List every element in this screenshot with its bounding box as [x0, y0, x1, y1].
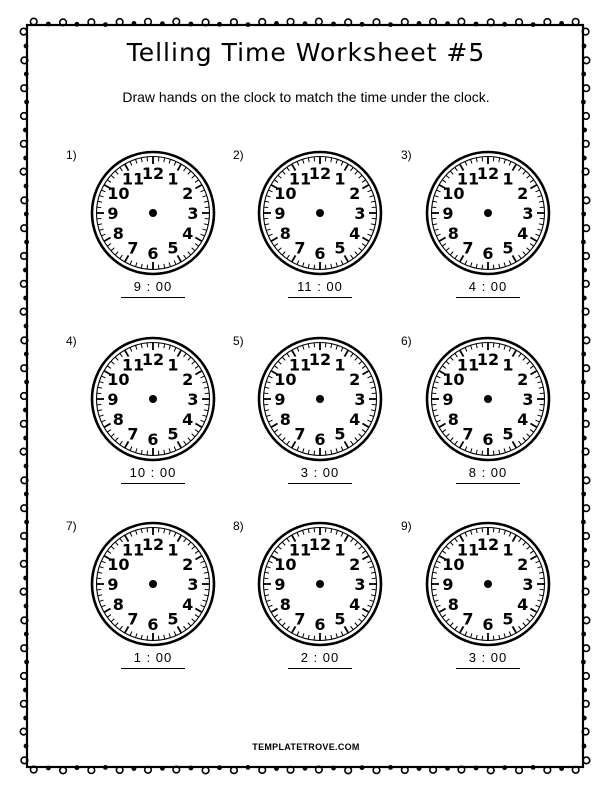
border-dot: [46, 766, 51, 771]
border-dot: [103, 765, 108, 770]
border-dot: [24, 72, 29, 77]
clock-number: 1: [334, 355, 346, 375]
clock-number: 8: [112, 410, 124, 429]
problem-8: [233, 519, 403, 699]
clock-number: 3: [522, 204, 534, 223]
clock-number: 1: [502, 355, 514, 375]
clock-number: 2: [517, 184, 529, 203]
clock-number: 3: [187, 390, 199, 409]
border-dot: [559, 766, 564, 771]
clock-face[interactable]: [425, 521, 551, 647]
border-dot: [388, 22, 393, 27]
time-label: 11 : 00: [297, 279, 343, 294]
clock-number: 8: [112, 224, 124, 243]
answer-line: [456, 668, 520, 669]
problem-number: 6): [401, 334, 412, 348]
clock-face[interactable]: [257, 521, 383, 647]
border-dot: [132, 766, 137, 771]
border-dot: [46, 22, 51, 27]
border-dot: [581, 660, 586, 665]
clock-face[interactable]: [90, 521, 216, 647]
clock-number: 7: [462, 238, 474, 258]
border-dot: [502, 22, 507, 27]
border-dot: [23, 128, 28, 133]
clock-number: 3: [522, 575, 534, 594]
clock-number: 11: [288, 355, 312, 375]
clock-number: 8: [447, 410, 459, 429]
footer-brand: TEMPLATETROVE.COM: [252, 742, 360, 752]
border-dot: [582, 408, 587, 413]
time-label: 3 : 00: [300, 465, 340, 480]
border-dot: [502, 765, 507, 770]
border-dot: [24, 240, 29, 245]
border-dot: [23, 548, 28, 553]
clock-number: 10: [442, 184, 465, 203]
border-dot: [474, 22, 479, 27]
clock-number: 3: [354, 204, 366, 223]
border-dot: [582, 688, 587, 693]
clock-face[interactable]: [425, 150, 551, 276]
border-dot: [274, 21, 279, 26]
clock-center-dot: [484, 580, 492, 588]
clock-number: 12: [308, 350, 332, 369]
clock-number: 5: [334, 238, 346, 258]
time-label: 2 : 00: [300, 650, 340, 665]
clock-number: 5: [502, 424, 514, 444]
border-dot: [74, 765, 79, 770]
clock-center-dot: [484, 209, 492, 217]
border-dot: [559, 21, 564, 26]
clock-number: 1: [502, 169, 514, 189]
border-dot: [23, 688, 28, 693]
problem-6: [401, 334, 571, 514]
clock-number: 10: [107, 184, 130, 203]
border-dot: [582, 464, 587, 469]
clock-number: 12: [141, 350, 165, 369]
answer-line: [288, 483, 352, 484]
problem-number: 3): [401, 148, 412, 162]
clock-number: 8: [447, 595, 459, 614]
border-dot: [388, 765, 393, 770]
time-label: 4 : 00: [468, 279, 508, 294]
border-dot: [581, 492, 586, 497]
clock-number: 4: [182, 595, 194, 614]
clock-number: 3: [354, 390, 366, 409]
clock-number: 12: [308, 535, 332, 554]
clock-number: 11: [121, 355, 145, 375]
clock-number: 5: [334, 424, 346, 444]
clock-center-dot: [149, 580, 157, 588]
clock-number: 9: [442, 575, 454, 594]
clock-number: 9: [442, 204, 454, 223]
border-dot: [23, 268, 28, 273]
answer-line: [288, 668, 352, 669]
clock-number: 6: [314, 244, 326, 263]
clock-number: 10: [442, 555, 465, 574]
clock-number: 12: [476, 164, 500, 183]
border-dot: [582, 268, 587, 273]
clock-number: 2: [517, 555, 529, 574]
clock-number: 2: [182, 370, 194, 389]
clock-face[interactable]: [90, 150, 216, 276]
clock-number: 5: [502, 238, 514, 258]
border-dot: [274, 766, 279, 771]
clock-number: 11: [456, 169, 480, 189]
clock-number: 8: [279, 410, 291, 429]
clock-number: 2: [517, 370, 529, 389]
border-dot: [24, 380, 29, 385]
answer-line: [456, 483, 520, 484]
clock-number: 6: [147, 430, 159, 449]
border-dot: [581, 72, 586, 77]
clock-number: 7: [462, 609, 474, 629]
clock-center-dot: [484, 395, 492, 403]
clock-number: 9: [107, 204, 119, 223]
border-dot: [417, 766, 422, 771]
clock-number: 12: [476, 535, 500, 554]
border-dot: [582, 324, 587, 329]
border-dot: [360, 22, 365, 27]
border-dot: [582, 184, 587, 189]
clock-number: 7: [294, 238, 306, 258]
clock-number: 8: [279, 595, 291, 614]
clock-number: 4: [349, 595, 361, 614]
clock-number: 10: [274, 184, 297, 203]
border-dot: [217, 22, 222, 27]
answer-line: [288, 297, 352, 298]
clock-number: 4: [517, 595, 529, 614]
clock-face[interactable]: [257, 150, 383, 276]
clock-number: 1: [167, 169, 179, 189]
clock-number: 12: [141, 164, 165, 183]
clock-number: 11: [288, 540, 312, 560]
clock-number: 5: [502, 609, 514, 629]
clock-number: 6: [147, 615, 159, 634]
clock-number: 8: [112, 595, 124, 614]
border-dot: [581, 380, 586, 385]
border-dot: [189, 22, 194, 27]
clock-number: 5: [167, 609, 179, 629]
border-dot: [531, 765, 536, 770]
clock-number: 4: [182, 410, 194, 429]
border-dot: [582, 716, 587, 721]
clock-number: 1: [167, 355, 179, 375]
clock-number: 11: [456, 540, 480, 560]
clock-number: 10: [274, 555, 297, 574]
clock-number: 3: [187, 575, 199, 594]
clock-number: 11: [456, 355, 480, 375]
border-dot: [445, 766, 450, 771]
clock-number: 5: [167, 424, 179, 444]
clock-face[interactable]: [257, 336, 383, 462]
clock-number: 1: [167, 540, 179, 560]
clock-number: 1: [334, 169, 346, 189]
problem-4: [66, 334, 236, 514]
border-dot: [23, 716, 28, 721]
border-dot: [24, 184, 29, 189]
clock-number: 12: [476, 350, 500, 369]
clock-number: 9: [274, 575, 286, 594]
clock-center-dot: [149, 395, 157, 403]
clock-number: 2: [349, 184, 361, 203]
clock-number: 12: [308, 164, 332, 183]
answer-line: [121, 668, 185, 669]
border-dot: [24, 492, 29, 497]
page-title: Telling Time Worksheet #5: [126, 38, 486, 67]
clock-number: 6: [482, 430, 494, 449]
clock-number: 6: [314, 430, 326, 449]
border-dot: [23, 408, 28, 413]
border-dot: [582, 576, 587, 581]
clock-number: 6: [482, 244, 494, 263]
clock-number: 3: [187, 204, 199, 223]
clock-number: 6: [482, 615, 494, 634]
border-dot: [23, 156, 28, 161]
border-dot: [474, 766, 479, 771]
clock-face[interactable]: [90, 336, 216, 462]
problem-number: 2): [233, 148, 244, 162]
problem-1: [66, 148, 236, 328]
clock-face[interactable]: [425, 336, 551, 462]
border-dot: [24, 632, 29, 637]
clock-number: 8: [279, 224, 291, 243]
problem-number: 7): [66, 519, 77, 533]
clock-number: 11: [121, 169, 145, 189]
border-dot: [103, 22, 108, 27]
answer-line: [121, 297, 185, 298]
clock-number: 1: [334, 540, 346, 560]
clock-number: 9: [442, 390, 454, 409]
border-dot: [582, 156, 587, 161]
border-dot: [23, 296, 28, 301]
border-dot: [246, 765, 251, 770]
clock-number: 2: [182, 184, 194, 203]
instruction-text: Draw hands on the clock to match the time under the clock.: [122, 89, 490, 105]
clock-number: 7: [127, 609, 139, 629]
clock-center-dot: [149, 209, 157, 217]
border-dot: [189, 766, 194, 771]
clock-number: 10: [107, 555, 130, 574]
time-label: 1 : 00: [133, 650, 173, 665]
clock-center-dot: [316, 580, 324, 588]
clock-number: 4: [517, 410, 529, 429]
clock-number: 6: [314, 615, 326, 634]
clock-center-dot: [316, 209, 324, 217]
clock-number: 7: [294, 609, 306, 629]
clock-number: 3: [522, 390, 534, 409]
clock-number: 1: [502, 540, 514, 560]
border-dot: [24, 324, 29, 329]
clock-number: 7: [127, 424, 139, 444]
border-dot: [331, 766, 336, 771]
clock-number: 4: [349, 410, 361, 429]
clock-number: 11: [121, 540, 145, 560]
border-dot: [160, 766, 165, 771]
clock-number: 2: [349, 370, 361, 389]
clock-number: 4: [517, 224, 529, 243]
problem-3: [401, 148, 571, 328]
border-dot: [582, 128, 587, 133]
clock-number: 4: [182, 224, 194, 243]
clock-number: 8: [447, 224, 459, 243]
border-dot: [24, 604, 29, 609]
answer-line: [121, 483, 185, 484]
border-dot: [24, 520, 29, 525]
border-dot: [582, 436, 587, 441]
border-dot: [360, 765, 365, 770]
clock-number: 12: [141, 535, 165, 554]
clock-number: 10: [107, 370, 130, 389]
border-dot: [160, 21, 165, 26]
clock-number: 7: [127, 238, 139, 258]
border-dot: [581, 352, 586, 357]
clock-number: 5: [167, 238, 179, 258]
clock-number: 6: [147, 244, 159, 263]
time-label: 8 : 00: [468, 465, 508, 480]
problem-number: 8): [233, 519, 244, 533]
border-dot: [24, 212, 29, 217]
problem-number: 9): [401, 519, 412, 533]
border-dot: [581, 212, 586, 217]
clock-center-dot: [316, 395, 324, 403]
problem-5: [233, 334, 403, 514]
problem-number: 4): [66, 334, 77, 348]
clock-number: 10: [442, 370, 465, 389]
border-dot: [246, 22, 251, 27]
clock-number: 9: [274, 204, 286, 223]
border-dot: [445, 21, 450, 26]
problem-2: [233, 148, 403, 328]
problem-7: [66, 519, 236, 699]
clock-number: 3: [354, 575, 366, 594]
clock-number: 2: [349, 555, 361, 574]
time-label: 9 : 00: [133, 279, 173, 294]
clock-number: 7: [294, 424, 306, 444]
border-dot: [24, 352, 29, 357]
problem-9: [401, 519, 571, 699]
border-dot: [217, 765, 222, 770]
clock-number: 5: [334, 609, 346, 629]
border-dot: [23, 436, 28, 441]
border-dot: [581, 240, 586, 245]
border-dot: [132, 21, 137, 26]
clock-number: 9: [107, 575, 119, 594]
answer-line: [456, 297, 520, 298]
time-label: 3 : 00: [468, 650, 508, 665]
border-dot: [531, 22, 536, 27]
clock-number: 10: [274, 370, 297, 389]
border-dot: [24, 660, 29, 665]
border-dot: [417, 21, 422, 26]
clock-number: 7: [462, 424, 474, 444]
border-dot: [74, 22, 79, 27]
border-dot: [303, 21, 308, 26]
border-dot: [582, 548, 587, 553]
time-label: 10 : 00: [129, 465, 177, 480]
problem-number: 1): [66, 148, 77, 162]
border-dot: [582, 604, 587, 609]
border-dot: [331, 22, 336, 27]
border-dot: [303, 766, 308, 771]
border-dot: [581, 632, 586, 637]
clock-number: 9: [274, 390, 286, 409]
problem-number: 5): [233, 334, 244, 348]
clock-number: 2: [182, 555, 194, 574]
border-dot: [582, 296, 587, 301]
clock-number: 4: [349, 224, 361, 243]
clock-number: 11: [288, 169, 312, 189]
border-dot: [581, 520, 586, 525]
clock-number: 9: [107, 390, 119, 409]
border-dot: [24, 464, 29, 469]
border-dot: [23, 576, 28, 581]
